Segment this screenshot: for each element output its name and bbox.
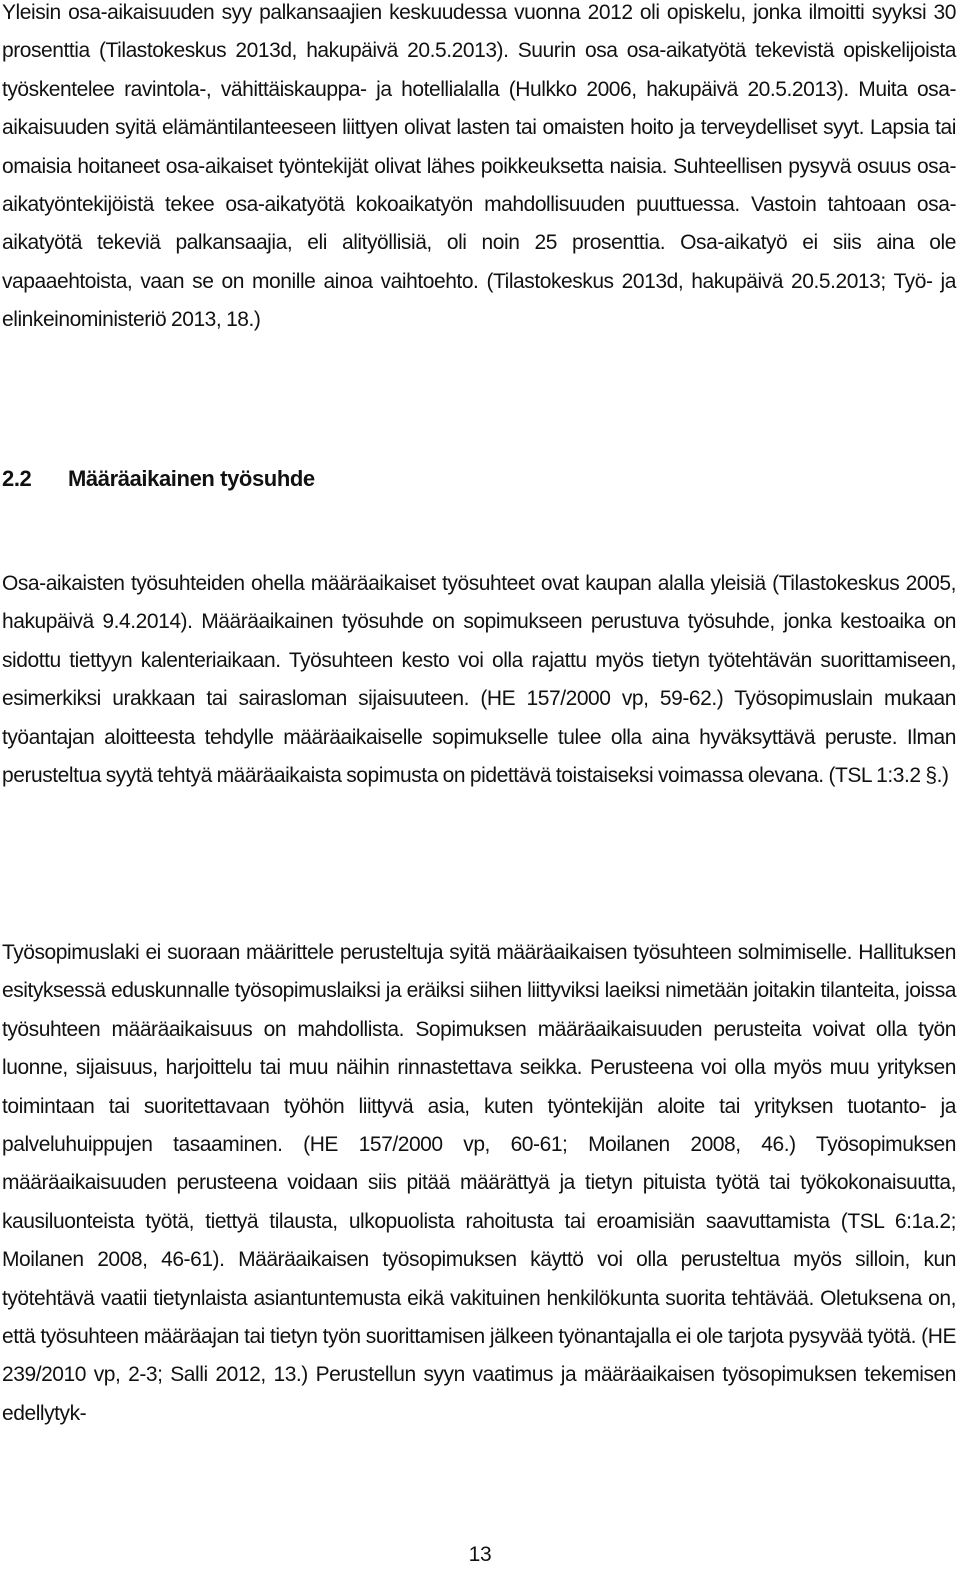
body-paragraph: Osa-aikaisten työsuhteiden ohella määräaikaiset työsuhteet ovat kaupan alalla yleisiä (Tilastokeskus 2005, hakupäivä 9.4.2014). Määräaikainen työsuhde on sopimukseen perustuva työsuhde, jonka kestoaika on sidottu tiettyyn kalenteriaikaan. Työsuhteen kesto voi olla rajattu myös tietyn työtehtävän suorittamiseen, esimerkiksi urakkaan tai sairasloman sijaisuuteen. (HE 157/2000 vp, 59-62.) Työsopimuslain mukaan työantajan aloitteesta tehdylle määräaikaiselle sopimukselle tulee olla aina hyväksyttävä peruste. Ilman perusteltua syytä tehtyä määräaikaista sopimusta on pidettävä toistaiseksi voimassa olevana. (TSL 1:3.2 §.) [2,572,956,788]
section-number: 2.2 [2,466,32,491]
section-heading [2,466,315,492]
section-title: Määräaikainen työsuhde [68,466,315,491]
body-paragraph: Työsopimuslaki ei suoraan määrittele perusteltuja syitä määräaikaisen työsuhteen solmimiselle. Hallituksen esityksessä eduskunnalle työsopimuslaiksi ja eräiksi siihen liittyviksi laeiksi nimetään joitakin tilanteita, joissa työsuhteen määräaikaisuus on mahdollista. Sopimuksen määräaikaisuuden perusteita voivat olla työn luonne, sijaisuus, harjoittelu tai muu näihin rinnastettava seikka. Perusteena voi olla myös muu yrityksen toimintaan tai suoritettavaan työhön liittyvä asia, kuten työntekijän aloite tai yrityksen tuotanto- ja palveluhuippujen tasaaminen. (HE 157/2000 vp, 60-61; Moilanen 2008, 46.) Työsopimuksen määräaikaisuuden perusteena voidaan siis pitää määrättyä ja tietyn pituista työtä tai työkokonaisuutta, kausiluonteista työtä, tiettyä tilausta, ulkopuolista rahoitusta tai eroamisiän saavuttamista (TSL 6:1a.2; Moilanen 2008, 46-61). Määräaikaisen työsopimuksen käyttö voi olla perusteltua myös silloin, kun työtehtävä vaatii tietynlaista asiantuntemusta eikä vakituinen henkilökunta suorita tehtävää. Oletuksena on, että työsuhteen määräajan tai tietyn työn suorittamisen jälkeen työnantajalla ei ole tarjota pysyvää työtä. (HE 239/2010 vp, 2-3; Salli 2012, 13.) Perustellun syyn vaatimus ja määräaikaisen työsopimuksen tekemisen edellytyk- [2,941,956,1425]
page-number: 13 [468,1543,492,1566]
body-paragraph: Yleisin osa-aikaisuuden syy palkansaajien keskuudessa vuonna 2012 oli opiskelu, jonka ilmoitti syyksi 30 prosenttia (Tilastokeskus 2013d, hakupäivä 20.5.2013). Suurin osa osa-aikatyötä tekevistä opiskelijoista työskentelee ravintola-, vähittäiskauppa- ja hotellialalla (Hulkko 2006, hakupäivä 20.5.2013). Muita osa-aikaisuuden syitä elämäntilanteeseen liittyen olivat lasten tai omaisten hoito ja terveydelliset syyt. Lapsia tai omaisia hoitaneet osa-aikaiset työntekijät olivat lähes poikkeuksetta naisia. Suhteellisen pysyvä osuus osa-aikatyöntekijöistä tekee osa-aikatyötä kokoaikatyön mahdollisuuden puuttuessa. Vastoin tahtoaan osa-aikatyötä tekeviä palkansaajia, eli alityöllisiä, oli noin 25 prosenttia. Osa-aikatyö ei siis aina ole vapaaehtoista, vaan se on monille ainoa vaihtoehto. (Tilastokeskus 2013d, hakupäivä 20.5.2013; Työ- ja elinkeinoministeriö 2013, 18.) [2,1,956,332]
